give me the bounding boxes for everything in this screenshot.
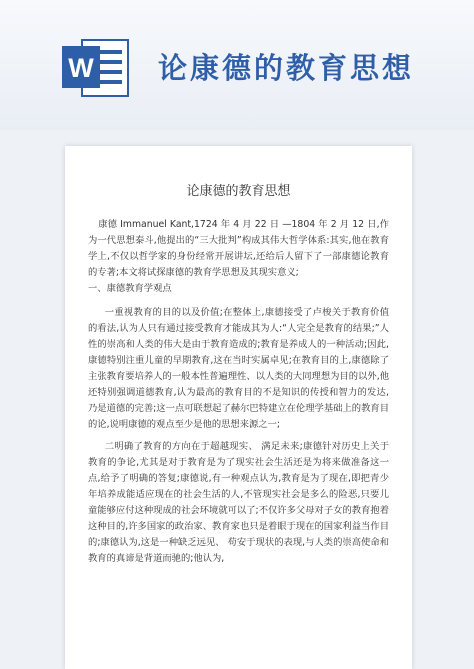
word-document-icon: [60, 36, 130, 98]
intro-paragraph: 康德 Immanuel Kant,1724 年 4 月 22 日 —1804 年 2 月 12 日,作为一代思想泰斗,他提出的“三大批判”构成其伟大哲学体系:其实,他在教育学上,不仅以哲学家的身份经常开展讲坛,还给后人留下了一部康德论教育的专著;本文将试探康德的教育学思想及其现实意义;: [88, 219, 389, 278]
section-heading: 一、康德教育学观点: [88, 283, 172, 294]
page-heading: 论康德的教育思想: [158, 51, 415, 85]
document-title: 论康德的教育思想: [186, 184, 291, 199]
word-icon-letter: W: [68, 53, 94, 83]
header-banner: [0, 0, 474, 120]
paragraph-2: 二明确了教育的方向在于超越现实、 满足未来;康德针对历史上关于教育的争论,尤其是对于教育是为了现实社会生活还是为将来做准备这一点,给予了明确的答复;康德说,有一种观点认为,教育是为了现在,即把青少年培养成能适应现在的社会生活的人,不管现实社会是多么的险恶,只要儿童能够应付这种现成的社会环境就可以了;不仅许多父母对子女的教育抱着这种目的,许多国家的政治家、教育家也只是着眼于现在的国家利益当作目的;康德认为,这是一种缺乏远见、 苟安于现状的表现,与人类的崇高使命和教育的真谛是背道而驰的;他认为,: [88, 441, 389, 564]
document-body: [88, 184, 389, 567]
paragraph-1: 一重视教育的目的以及价值;在整体上,康德接受了卢梭关于教育价值的看法,认为人只有通过接受教育才能成其为人:“人完全是教育的结果;”人性的崇高和人类的伟大是由于教育造成的;教育是养成人的一种活动;因此,康德特别注重儿童的早期教育,这在当时实属卓见;在教育目的上,康德除了主张教育要培养人的一般本性普遍理性、以人类的大同理想为目的以外,他还特别强调道德教育,认为最高的教育目的不是知识的传授和智力的发达,乃是道德的完善;这一点可联想起了赫尔巴特建立在伦理学基础上的教育目的论,说明康德的观点至少是他的思想来源之一;: [88, 307, 389, 430]
document-page: [65, 146, 412, 669]
